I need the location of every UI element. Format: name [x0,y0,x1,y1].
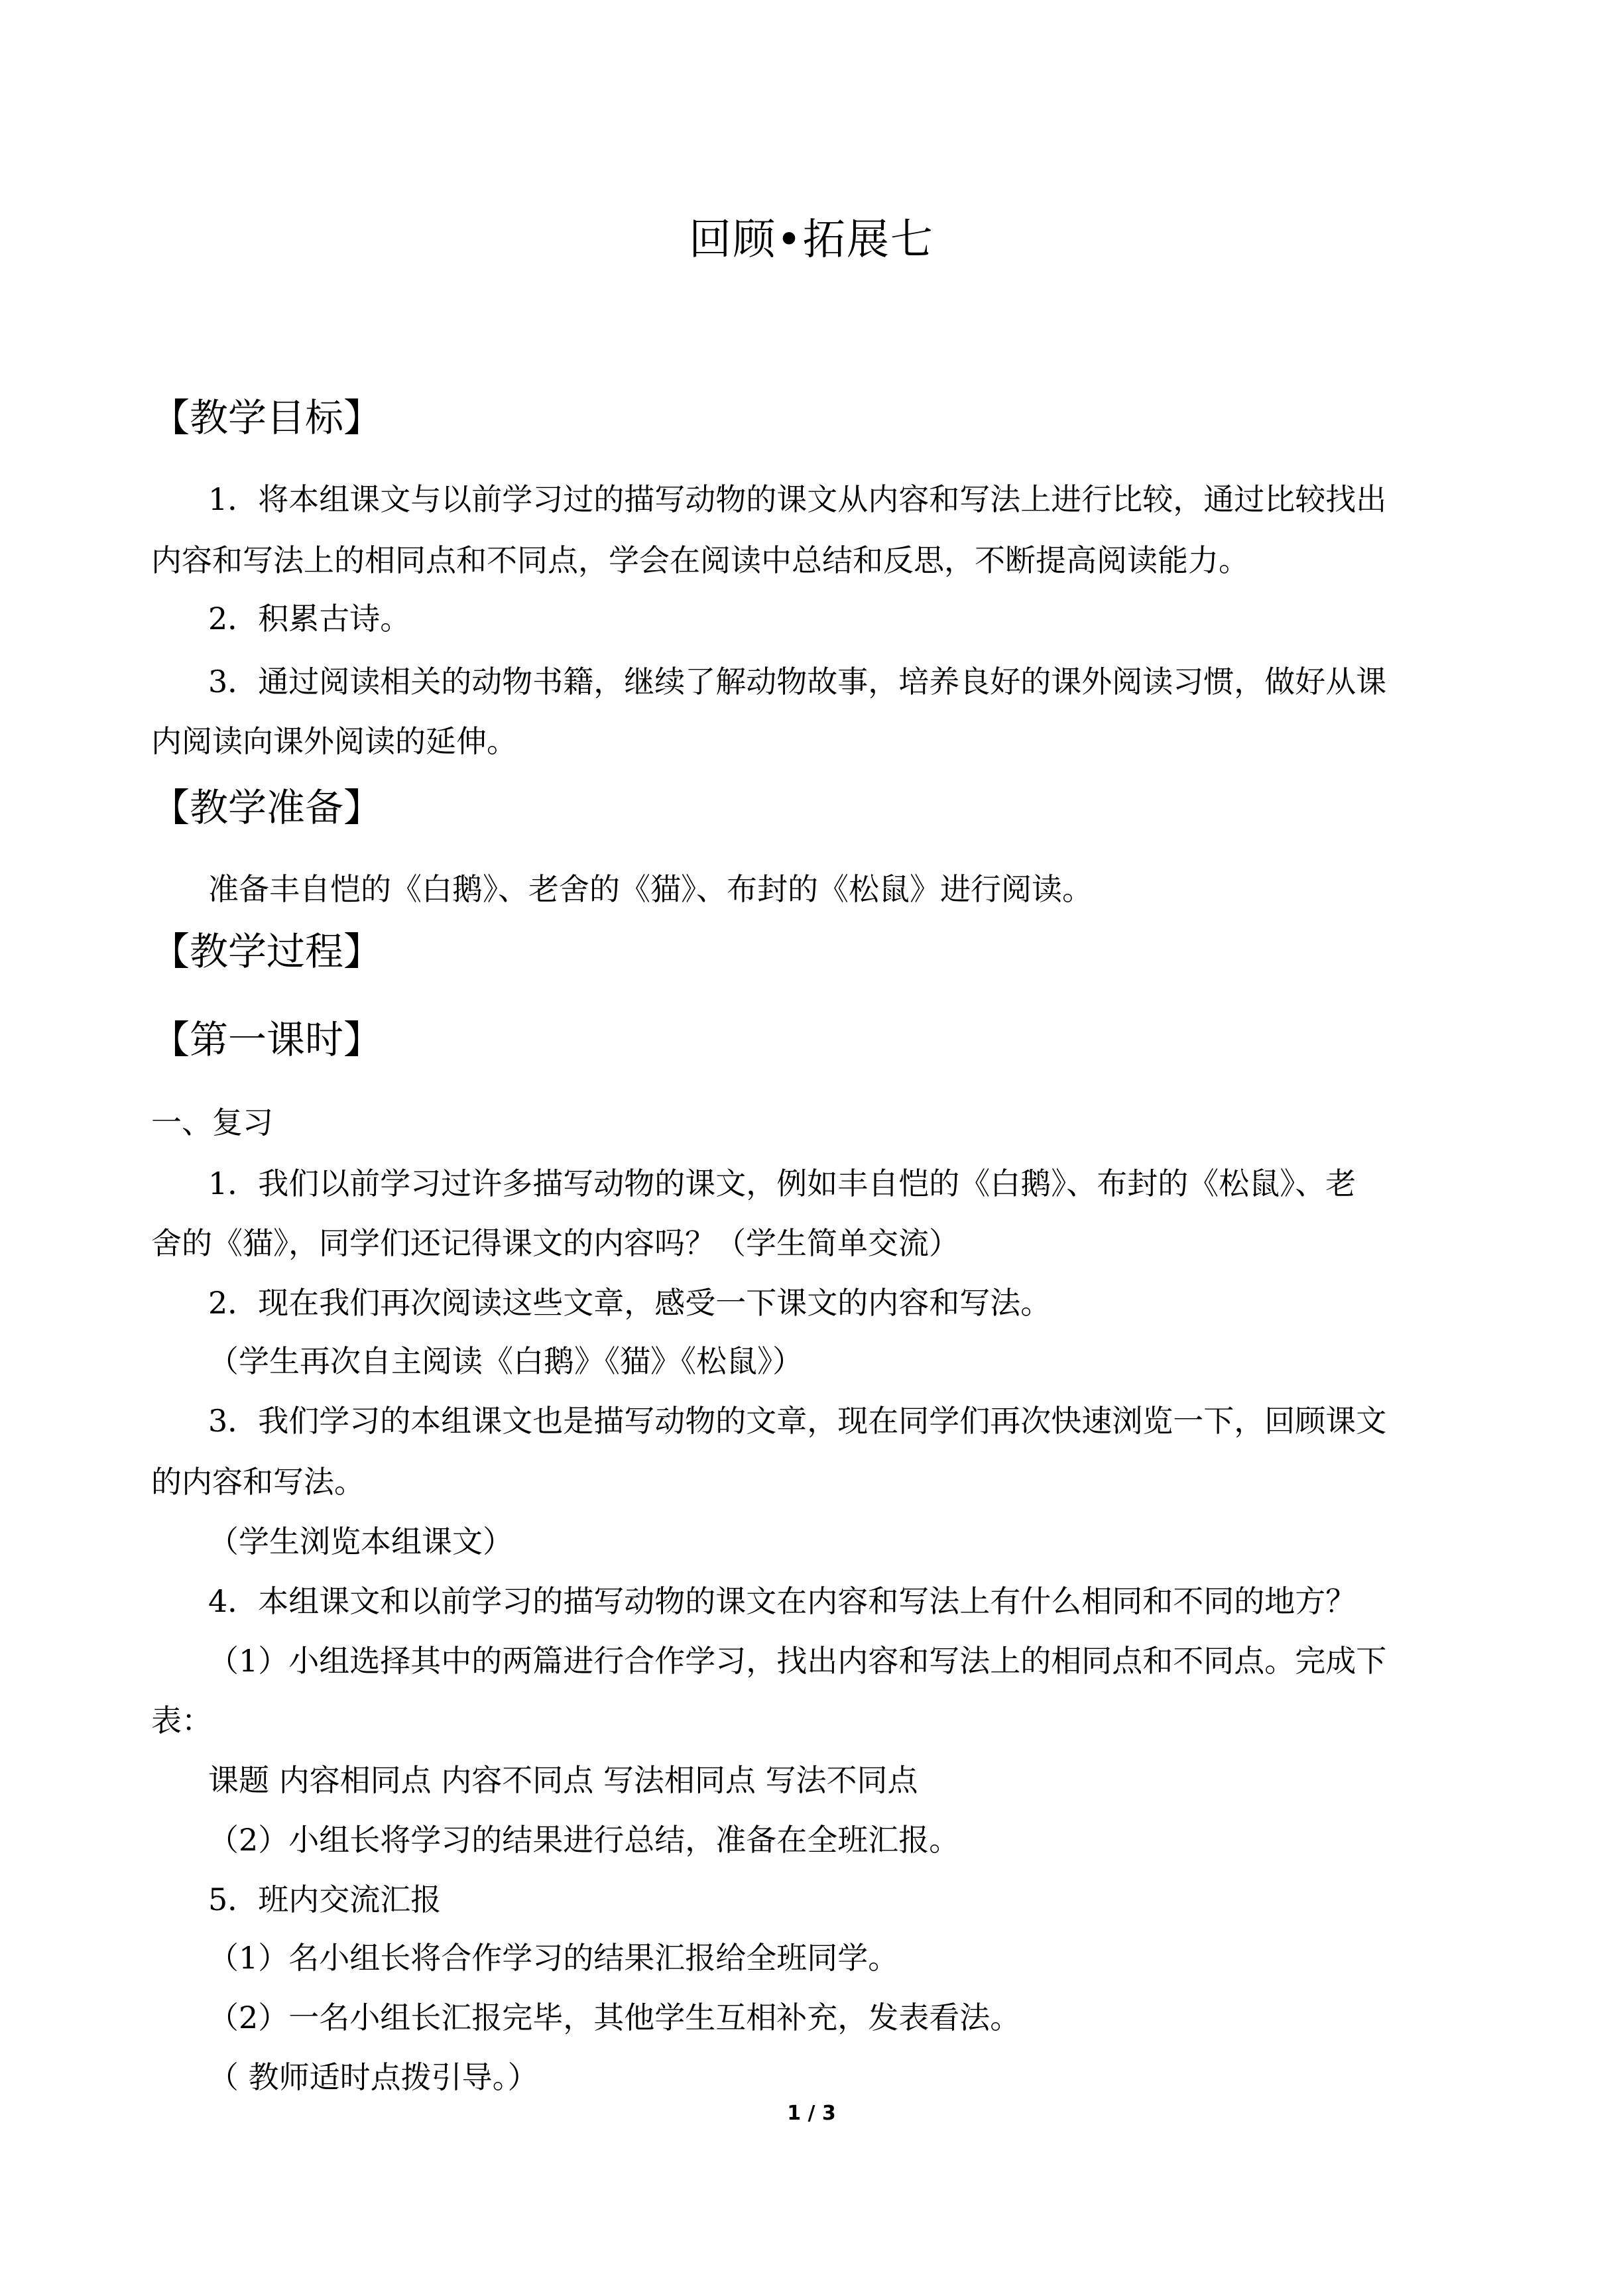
paragraph-goal2: 2．积累古诗。 [208,601,411,636]
paragraph-r5: 5．班内交流汇报 [208,1882,442,1917]
section-heading-prep: 【教学准备】 [151,785,383,830]
paragraph-r2-note: （学生再次自主阅读《白鹅》《猫》《松鼠》） [208,1343,803,1379]
paragraph-r5-note: （ 教师适时点拨引导。） [208,2059,538,2095]
paragraph-goal1-line2: 内容和写法上的相同点和不同点，学会在阅读中总结和反思，不断提高阅读能力。 [151,542,1249,578]
paragraph-r1-line2: 舍的《猫》，同学们还记得课文的内容吗？（学生简单交流） [151,1225,959,1261]
paragraph-goal3-line2: 内阅读向课外阅读的延伸。 [151,723,517,759]
paragraph-r3-line2: 的内容和写法。 [151,1464,365,1500]
review-heading: 一、复习 [151,1105,273,1140]
paragraph-r4-1-line2: 表： [151,1703,212,1738]
paragraph-goal3-line1: 3．通过阅读相关的动物书籍，继续了解动物故事，培养良好的课外阅读习惯，做好从课 [208,664,1387,699]
paragraph-r5-1: （1）名小组长将合作学习的结果汇报给全班同学。 [208,1940,899,1976]
paragraph-r3-note: （学生浏览本组课文） [208,1524,513,1559]
paragraph-r5-2: （2）一名小组长汇报完毕，其他学生互相补充，发表看法。 [208,2000,1021,2035]
section-heading-process: 【教学过程】 [151,929,383,974]
paragraph-r4-1-line1: （1）小组选择其中的两篇进行合作学习，找出内容和写法上的相同点和不同点。完成下 [208,1643,1387,1679]
table-header-line: 课题 内容相同点 内容不同点 写法相同点 写法不同点 [208,1762,918,1798]
paragraph-r3-line1: 3．我们学习的本组课文也是描写动物的文章，现在同学们再次快速浏览一下，回顾课文 [208,1403,1387,1439]
paragraph-goal1-line1: 1．将本组课文与以前学习过的描写动物的课文从内容和写法上进行比较，通过比较找出 [208,481,1387,517]
paragraph-r1-line1: 1．我们以前学习过许多描写动物的课文，例如丰自恺的《白鹅》、布封的《松鼠》、老 [208,1166,1356,1201]
paragraph-r2: 2．现在我们再次阅读这些文章，感受一下课文的内容和写法。 [208,1285,1052,1321]
paragraph-r4: 4．本组课文和以前学习的描写动物的课文在内容和写法上有什么相同和不同的地方？ [208,1583,1356,1619]
page-number: 1 / 3 [787,2102,836,2125]
section-heading-lesson1: 【第一课时】 [151,1017,383,1062]
paragraph-r4-2: （2）小组长将学习的结果进行总结，准备在全班汇报。 [208,1822,960,1858]
paragraph-prep: 准备丰自恺的《白鹅》、老舍的《猫》、布封的《松鼠》进行阅读。 [208,871,1093,907]
document-title: 回顾•拓展七 [689,215,934,265]
section-heading-goals: 【教学目标】 [151,395,383,440]
